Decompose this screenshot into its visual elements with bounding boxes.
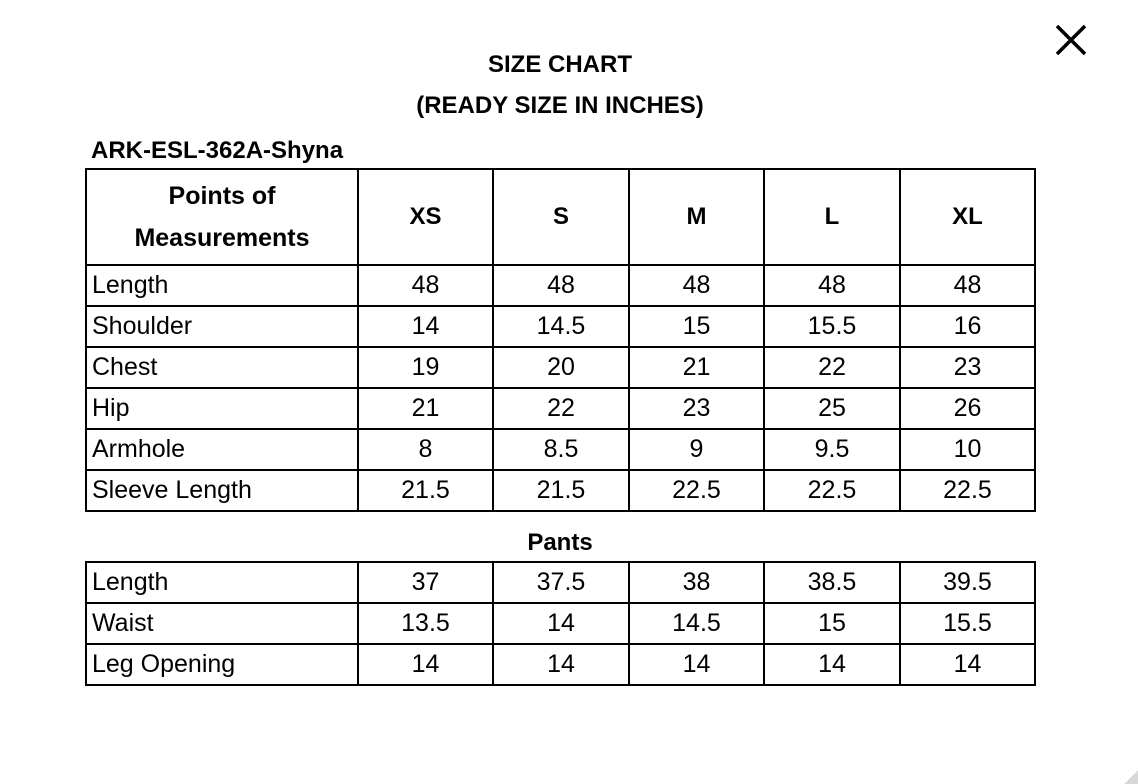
header-label-line1: Points of bbox=[168, 182, 276, 210]
table-row bbox=[86, 265, 1035, 306]
header-points-of-measurements bbox=[86, 169, 358, 265]
table-cell: 22.5 bbox=[629, 470, 764, 511]
table-cell: 16 bbox=[900, 306, 1035, 347]
header-label-line2: Measurements bbox=[134, 224, 310, 252]
pants-table bbox=[85, 561, 1036, 686]
table-row bbox=[86, 347, 1035, 388]
table-cell: 14 bbox=[358, 644, 493, 685]
table-cell: 13.5 bbox=[358, 603, 493, 644]
table-cell: 21 bbox=[358, 388, 493, 429]
table-cell: 14 bbox=[629, 644, 764, 685]
table-cell: 15 bbox=[764, 603, 900, 644]
table-cell: 20 bbox=[493, 347, 629, 388]
table-cell: 14 bbox=[493, 644, 629, 685]
table-cell: 15.5 bbox=[900, 603, 1035, 644]
table-cell: 8.5 bbox=[493, 429, 629, 470]
product-code: ARK-ESL-362A-Shyna bbox=[91, 137, 344, 164]
header-size-xl: XL bbox=[900, 169, 1035, 265]
table-cell: 19 bbox=[358, 347, 493, 388]
table-cell: 8 bbox=[358, 429, 493, 470]
table-cell: 15.5 bbox=[764, 306, 900, 347]
modal-corner-shadow bbox=[1124, 770, 1138, 784]
table-cell: 9 bbox=[629, 429, 764, 470]
row-label: Leg Opening bbox=[86, 644, 358, 685]
row-label: Length bbox=[86, 265, 358, 306]
row-label: Waist bbox=[86, 603, 358, 644]
table-cell: 14 bbox=[900, 644, 1035, 685]
table-cell: 14 bbox=[493, 603, 629, 644]
table-cell: 37 bbox=[358, 562, 493, 603]
table-row bbox=[86, 388, 1035, 429]
table-cell: 21.5 bbox=[358, 470, 493, 511]
table-cell: 22.5 bbox=[900, 470, 1035, 511]
chart-title: SIZE CHART bbox=[488, 51, 632, 78]
header-size-s: S bbox=[493, 169, 629, 265]
pants-section-label: Pants bbox=[527, 529, 593, 556]
row-label: Hip bbox=[86, 388, 358, 429]
chart-subtitle: (READY SIZE IN INCHES) bbox=[416, 92, 704, 119]
row-label: Length bbox=[86, 562, 358, 603]
table-cell: 14.5 bbox=[493, 306, 629, 347]
row-label: Armhole bbox=[86, 429, 358, 470]
table-cell: 48 bbox=[764, 265, 900, 306]
table-header-row bbox=[86, 169, 1035, 265]
table-row bbox=[86, 306, 1035, 347]
table-cell: 38.5 bbox=[764, 562, 900, 603]
table-cell: 38 bbox=[629, 562, 764, 603]
table-cell: 48 bbox=[493, 265, 629, 306]
table-row bbox=[86, 562, 1035, 603]
row-label: Chest bbox=[86, 347, 358, 388]
table-cell: 39.5 bbox=[900, 562, 1035, 603]
table-cell: 22.5 bbox=[764, 470, 900, 511]
table-cell: 21 bbox=[629, 347, 764, 388]
table-cell: 48 bbox=[900, 265, 1035, 306]
table-cell: 15 bbox=[629, 306, 764, 347]
table-row bbox=[86, 644, 1035, 685]
row-label: Shoulder bbox=[86, 306, 358, 347]
table-cell: 48 bbox=[629, 265, 764, 306]
table-cell: 10 bbox=[900, 429, 1035, 470]
table-cell: 21.5 bbox=[493, 470, 629, 511]
table-row bbox=[86, 429, 1035, 470]
table-cell: 25 bbox=[764, 388, 900, 429]
size-table bbox=[85, 168, 1036, 512]
table-cell: 14.5 bbox=[629, 603, 764, 644]
header-size-m: M bbox=[629, 169, 764, 265]
table-cell: 14 bbox=[764, 644, 900, 685]
header-size-xs: XS bbox=[358, 169, 493, 265]
table-cell: 14 bbox=[358, 306, 493, 347]
table-cell: 37.5 bbox=[493, 562, 629, 603]
table-cell: 23 bbox=[629, 388, 764, 429]
table-cell: 23 bbox=[900, 347, 1035, 388]
table-cell: 48 bbox=[358, 265, 493, 306]
table-row bbox=[86, 603, 1035, 644]
table-cell: 9.5 bbox=[764, 429, 900, 470]
table-row bbox=[86, 470, 1035, 511]
table-cell: 22 bbox=[764, 347, 900, 388]
table-cell: 26 bbox=[900, 388, 1035, 429]
row-label: Sleeve Length bbox=[86, 470, 358, 511]
header-size-l: L bbox=[764, 169, 900, 265]
table-cell: 22 bbox=[493, 388, 629, 429]
